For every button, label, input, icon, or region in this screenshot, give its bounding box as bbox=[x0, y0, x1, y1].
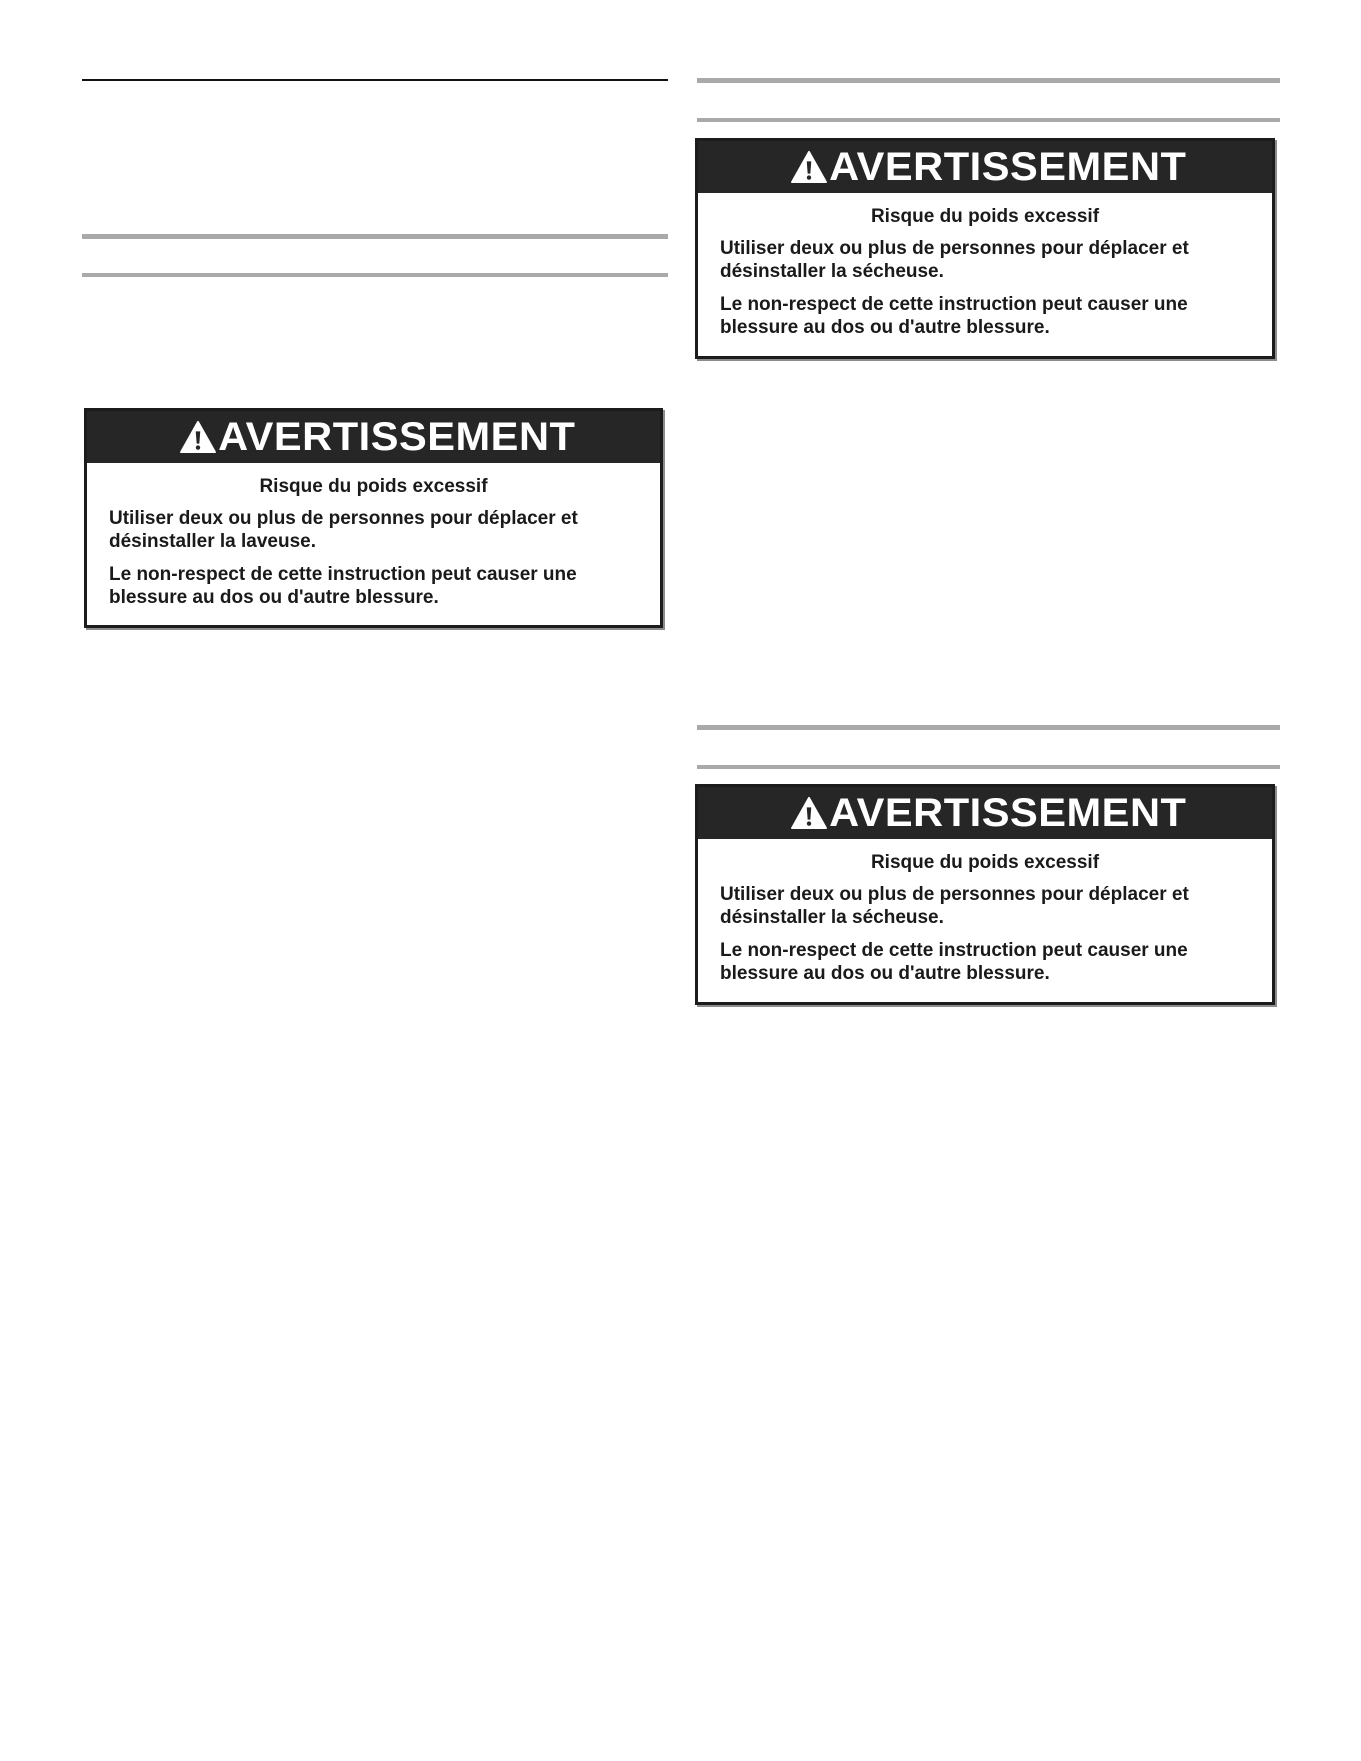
warning-risk: Risque du poids excessif bbox=[870, 852, 1100, 873]
warning-header bbox=[698, 141, 1272, 193]
right-top-rule bbox=[697, 78, 1280, 83]
warning-box-washer bbox=[84, 408, 663, 628]
warning-title: AVERTISSEMENT bbox=[829, 145, 1187, 189]
left-top-rule bbox=[82, 79, 668, 81]
warning-triangle-icon bbox=[790, 796, 828, 830]
left-section-rule-top bbox=[82, 234, 668, 239]
right-section-rule-3 bbox=[697, 765, 1280, 769]
warning-body bbox=[698, 839, 1272, 997]
warning-consequence: Le non-respect de cette instruction peut causer une blessure au dos ou d'autre blessure. bbox=[720, 294, 1188, 338]
warning-body bbox=[87, 463, 660, 621]
warning-instruction: Utiliser deux ou plus de personnes pour déplacer et désinstaller la sécheuse. bbox=[720, 238, 1189, 282]
right-section-rule-1 bbox=[697, 118, 1280, 122]
warning-triangle-icon bbox=[179, 420, 217, 454]
warning-consequence: Le non-respect de cette instruction peut causer une blessure au dos ou d'autre blessure. bbox=[720, 940, 1188, 984]
right-section-rule-2 bbox=[697, 725, 1280, 730]
warning-risk: Risque du poids excessif bbox=[259, 476, 488, 497]
warning-instruction: Utiliser deux ou plus de personnes pour déplacer et désinstaller la laveuse. bbox=[109, 508, 578, 552]
warning-body bbox=[698, 193, 1272, 351]
warning-header bbox=[87, 411, 660, 463]
warning-box-dryer-1 bbox=[695, 138, 1275, 359]
warning-title: AVERTISSEMENT bbox=[829, 791, 1187, 835]
warning-consequence: Le non-respect de cette instruction peut causer une blessure au dos ou d'autre blessure. bbox=[109, 564, 577, 608]
warning-risk: Risque du poids excessif bbox=[870, 206, 1100, 227]
warning-triangle-icon bbox=[790, 150, 828, 184]
warning-box-dryer-2 bbox=[695, 784, 1275, 1005]
warning-title: AVERTISSEMENT bbox=[217, 415, 576, 459]
warning-header bbox=[698, 787, 1272, 839]
warning-instruction: Utiliser deux ou plus de personnes pour déplacer et désinstaller la sécheuse. bbox=[720, 884, 1189, 928]
left-section-rule-bottom bbox=[82, 273, 668, 277]
